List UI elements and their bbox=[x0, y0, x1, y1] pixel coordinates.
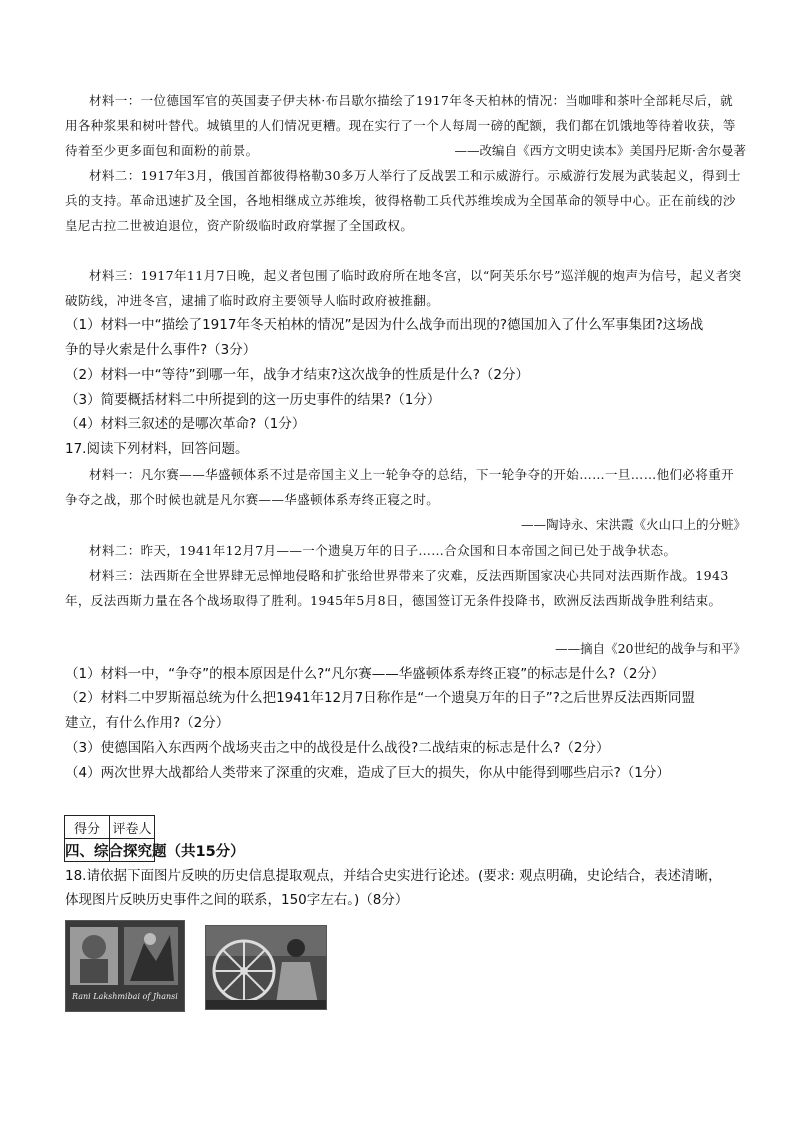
photo-caption: Rani Lakshmibai of Jhansi bbox=[72, 992, 178, 1001]
grader-header: 评卷人 bbox=[110, 816, 155, 839]
q17-sub3: （3）使德国陷入东西两个战场夹击之中的战役是什么战役?二战结束的标志是什么?（2分） bbox=[65, 740, 610, 756]
q17-sub4: （4）两次世界大战都给人类带来了深重的灾难，造成了巨大的损失，你从中能得到哪些启示?（1分） bbox=[65, 765, 670, 781]
q16-sub1-line1: （1）材料一中“描绘了1917年冬天柏林的情况”是因为什么战争而出现的?德国加入了什么军事集团?这场战 bbox=[65, 317, 704, 333]
q16-sub2: （2）材料一中“等待”到哪一年，战争才结束?这次战争的性质是什么?（2分） bbox=[65, 367, 529, 383]
q16-material-1: 材料一：一位德国军官的英国妻子伊夫林·布吕歇尔描绘了1917年冬天柏林的情况：当咖啡和茶叶全部耗尽后，就用各种浆果和树叶替代。城镇里的人们情况更糟。现在实行了一个人每周一磅的配额，我们都在饥饿地等待着收获，等待着至少更多面包和面粉的前景。 bbox=[65, 93, 736, 158]
q18-line2: 体现图片反映历史事件之间的联系，150字左右。)（8分） bbox=[65, 892, 409, 908]
q16-sub3: （3）简要概括材料二中所提到的这一历史事件的结果?（1分） bbox=[65, 392, 441, 408]
q17-sub1: （1）材料一中，“争夺”的根本原因是什么?“凡尔赛——华盛顿体系寿终正寝”的标志是什么?（2分） bbox=[65, 666, 665, 682]
q16-material-2: 材料二：1917年3月，俄国首都彼得格勒30多万人举行了反战罢工和示威游行。示威游行发展为武装起义，得到士兵的支持。革命迅速扩及全国，各地相继成立苏维埃，彼得格勒工兵代苏维埃成为全国革命的领导中心。正在前线的沙皇尼古拉二世被迫退位，资产阶级临时政府掌握了全国政权。 bbox=[65, 168, 741, 233]
photo-spinning-wheel-image bbox=[206, 926, 326, 1009]
q17-sub2-line2: 建立，有什么作用?（2分） bbox=[65, 715, 230, 731]
q17-title: 17.阅读下列材料，回答问题。 bbox=[65, 441, 249, 457]
photo-spinning-wheel bbox=[205, 925, 327, 1010]
q17-material-1: 材料一：凡尔赛——华盛顿体系不过是帝国主义上一轮争夺的总结，下一轮争夺的开始……一旦……他们必将重开争夺之战，那个时候也就是凡尔赛——华盛顿体系寿终正寝之时。 bbox=[65, 467, 735, 507]
q17-material-2: 材料二：昨天，1941年12月7月——一个遗臭万年的日子……合众国和日本帝国之间已处于战争状态。 bbox=[89, 543, 677, 558]
section-4-heading: 四、综合探究题（共15分） bbox=[65, 844, 245, 860]
score-header: 得分 bbox=[65, 816, 110, 839]
q16-material-3: 材料三：1917年11月7日晚，起义者包围了临时政府所在地冬宫，以“阿芙乐尔号”巡洋舰的炮声为信号，起义者突破防线，冲进冬宫，逮捕了临时政府主要领导人临时政府被推翻。 bbox=[65, 268, 742, 308]
photo-rani-lakshmibai bbox=[65, 920, 185, 1012]
q16-material-1-source: ——改编自《西方文明史读本》美国丹尼斯·舍尔曼著 bbox=[454, 143, 746, 158]
q16-sub1-line2: 争的导火索是什么事件?（3分） bbox=[65, 342, 257, 358]
q17-material-3: 材料三：法西斯在全世界肆无忌惮地侵略和扩张给世界带来了灾难，反法西斯国家决心共同对法西斯作战。1943年，反法西斯力量在各个战场取得了胜利。1945年5月8日，德国签订无条件投降书，欧洲反法西斯战争胜利结束。 bbox=[65, 568, 729, 608]
q17-material-3-source: ——摘自《20世纪的战争与和平》 bbox=[555, 641, 746, 656]
q17-sub2-line1: （2）材料二中罗斯福总统为什么把1941年12月7日称作是“一个遗臭万年的日子”?之后世界反法西斯同盟 bbox=[65, 690, 695, 706]
q18-line1: 18.请依据下面图片反映的历史信息提取观点，并结合史实进行论述。(要求: 观点明确，史论结合，表述清晰， bbox=[65, 868, 722, 884]
q16-sub4: （4）材料三叙述的是哪次革命?（1分） bbox=[65, 416, 306, 432]
q17-material-1-source: ——陶诗永、宋洪霞《火山口上的分赃》 bbox=[520, 517, 746, 532]
